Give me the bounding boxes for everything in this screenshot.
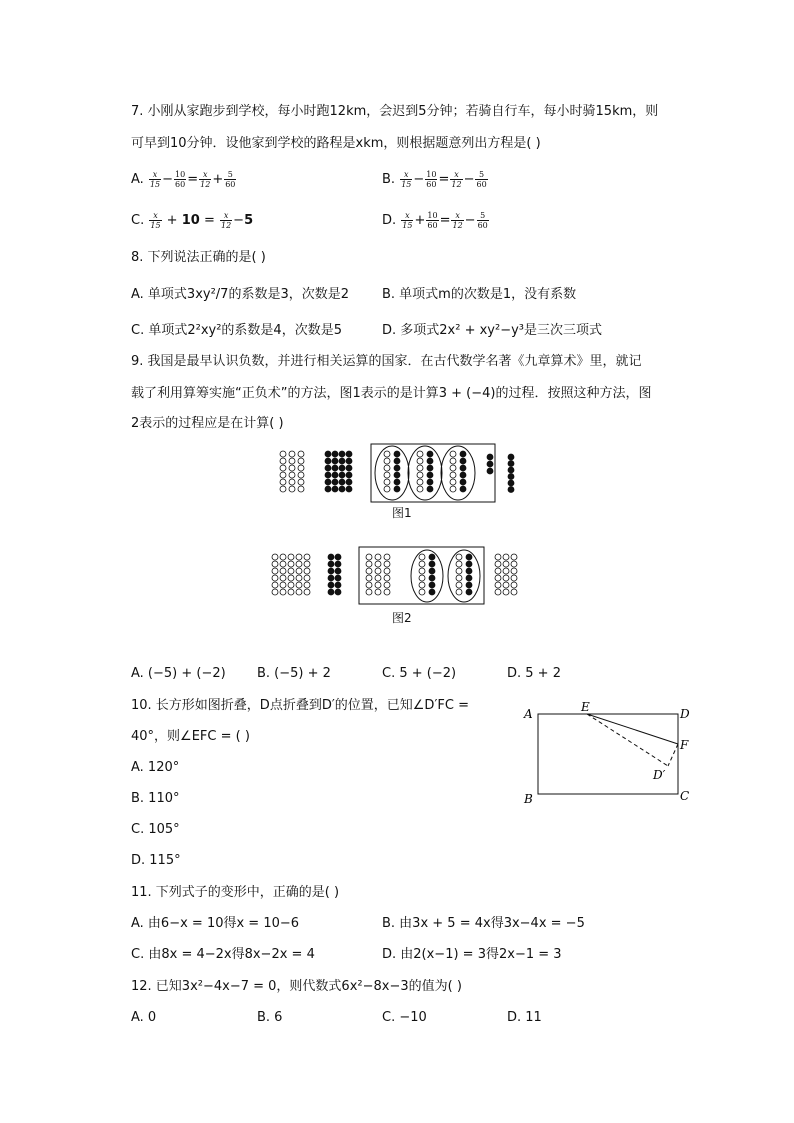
white-counter-dot — [280, 589, 286, 595]
white-counter-dot — [384, 589, 390, 595]
white-counter-dot — [272, 589, 278, 595]
black-counter-dot — [325, 465, 331, 471]
black-counter-dot — [328, 575, 334, 581]
white-counter-dot — [296, 561, 302, 567]
white-counter-dot — [298, 486, 304, 492]
white-counter-dot — [288, 561, 294, 567]
q11-option-c[interactable]: C. 由8x = 4−2x得8x−2x = 4 — [131, 947, 315, 962]
white-counter-dot — [417, 472, 423, 478]
q8-option-d[interactable]: D. 多项式2x² + xy²−y³是三次三项式 — [382, 323, 603, 338]
fig1-oval — [408, 446, 442, 500]
q11-option-a[interactable]: A. 由6−x = 10得x = 10−6 — [131, 916, 300, 931]
q9-figure-1 — [270, 440, 530, 510]
q12-option-d[interactable]: D. 11 — [507, 1010, 542, 1025]
q10-line1: 10. 长方形如图折叠，D点折叠到D′的位置，已知∠D′FC = — [131, 698, 469, 713]
white-counter-dot — [375, 554, 381, 560]
q10-option-a[interactable]: A. 120° — [131, 760, 180, 775]
white-counter-dot — [384, 582, 390, 588]
white-counter-dot — [419, 582, 425, 588]
q11-option-b[interactable]: B. 由3x + 5 = 4x得3x−4x = −5 — [382, 916, 585, 931]
q7-option-b[interactable]: B. $\frac{x}{15}$ − $\frac{10}{60}$ = $\frac{x}{12}$ − $\frac{5}{60}$ — [382, 170, 487, 189]
white-counter-dot — [417, 479, 423, 485]
white-counter-dot — [366, 568, 372, 574]
black-counter-dot — [394, 479, 400, 485]
white-counter-dot — [495, 582, 501, 588]
white-counter-dot — [280, 561, 286, 567]
black-counter-dot — [427, 465, 433, 471]
black-counter-dot — [394, 486, 400, 492]
black-counter-dot — [346, 451, 352, 457]
white-counter-dot — [288, 568, 294, 574]
black-counter-dot — [394, 472, 400, 478]
black-counter-dot — [460, 465, 466, 471]
white-counter-dot — [296, 582, 302, 588]
white-counter-dot — [456, 568, 462, 574]
black-counter-dot — [335, 589, 341, 595]
white-counter-dot — [280, 568, 286, 574]
white-counter-dot — [272, 575, 278, 581]
black-counter-dot — [346, 486, 352, 492]
q9-option-b[interactable]: B. (−5) + 2 — [257, 666, 331, 681]
white-counter-dot — [511, 561, 517, 567]
black-counter-dot — [325, 486, 331, 492]
black-counter-dot — [346, 465, 352, 471]
label-a: A — [524, 707, 533, 721]
q10-rectangle-figure — [520, 700, 700, 810]
white-counter-dot — [304, 568, 310, 574]
black-counter-dot — [427, 458, 433, 464]
q12-line1: 12. 已知3x²−4x−7 = 0，则代数式6x²−8x−3的值为( ) — [131, 979, 462, 994]
black-counter-dot — [328, 582, 334, 588]
black-counter-dot — [339, 465, 345, 471]
white-counter-dot — [298, 451, 304, 457]
white-counter-dot — [280, 465, 286, 471]
black-counter-dot — [332, 458, 338, 464]
white-counter-dot — [417, 451, 423, 457]
black-counter-dot — [346, 479, 352, 485]
black-counter-dot — [508, 467, 514, 473]
black-counter-dot — [339, 451, 345, 457]
white-counter-dot — [289, 451, 295, 457]
white-counter-dot — [280, 575, 286, 581]
white-counter-dot — [366, 582, 372, 588]
white-counter-dot — [503, 589, 509, 595]
white-counter-dot — [289, 479, 295, 485]
white-counter-dot — [384, 465, 390, 471]
white-counter-dot — [298, 465, 304, 471]
white-counter-dot — [289, 458, 295, 464]
white-counter-dot — [417, 465, 423, 471]
black-counter-dot — [339, 486, 345, 492]
q8-option-b[interactable]: B. 单项式m的次数是1，没有系数 — [382, 287, 577, 302]
q7-option-c[interactable]: C. $\frac{x}{15}$ + 10 = $\frac{x}{12}$ −5 — [131, 211, 254, 230]
white-counter-dot — [456, 561, 462, 567]
q8-option-a[interactable]: A. 单项式3xy²/7的系数是3，次数是2 — [131, 287, 349, 302]
white-counter-dot — [384, 554, 390, 560]
label-d-prime: D′ — [653, 768, 666, 782]
label-f: F — [680, 738, 689, 752]
white-counter-dot — [503, 554, 509, 560]
white-counter-dot — [375, 568, 381, 574]
white-counter-dot — [288, 575, 294, 581]
white-counter-dot — [511, 582, 517, 588]
white-counter-dot — [280, 479, 286, 485]
q7-option-a[interactable]: A. $\frac{x}{15}$ − $\frac{10}{60}$ = $\frac{x}{12}$ + $\frac{5}{60}$ — [131, 170, 236, 189]
white-counter-dot — [450, 479, 456, 485]
q8-option-c[interactable]: C. 单项式2²xy²的系数是4，次数是5 — [131, 323, 342, 338]
white-counter-dot — [375, 589, 381, 595]
white-counter-dot — [503, 561, 509, 567]
black-counter-dot — [339, 479, 345, 485]
black-counter-dot — [460, 458, 466, 464]
q7-line1: 7. 小刚从家跑步到学校，每小时跑12km，会迟到5分钟；若骑自行车，每小时骑15km，则 — [131, 104, 659, 119]
q9-option-c[interactable]: C. 5 + (−2) — [382, 666, 457, 681]
q12-option-b[interactable]: B. 6 — [257, 1010, 283, 1025]
black-counter-dot — [335, 575, 341, 581]
black-counter-dot — [328, 589, 334, 595]
white-counter-dot — [450, 465, 456, 471]
white-counter-dot — [289, 465, 295, 471]
white-counter-dot — [384, 458, 390, 464]
q12-option-a[interactable]: A. 0 — [131, 1010, 157, 1025]
black-counter-dot — [335, 582, 341, 588]
white-counter-dot — [419, 589, 425, 595]
white-counter-dot — [384, 472, 390, 478]
q7-option-d[interactable]: D. $\frac{x}{15}$ + $\frac{10}{60}$ = $\frac{x}{12}$ − $\frac{5}{60}$ — [382, 211, 488, 230]
q12-option-c[interactable]: C. −10 — [382, 1010, 427, 1025]
white-counter-dot — [296, 589, 302, 595]
black-counter-dot — [394, 465, 400, 471]
black-counter-dot — [487, 454, 493, 460]
black-counter-dot — [346, 472, 352, 478]
black-counter-dot — [335, 554, 341, 560]
black-counter-dot — [508, 474, 514, 480]
white-counter-dot — [296, 568, 302, 574]
white-counter-dot — [495, 568, 501, 574]
black-counter-dot — [332, 486, 338, 492]
fig2-oval — [448, 550, 480, 602]
white-counter-dot — [298, 479, 304, 485]
white-counter-dot — [450, 472, 456, 478]
q10-option-c[interactable]: C. 105° — [131, 822, 180, 837]
q10-option-d[interactable]: D. 115° — [131, 853, 181, 868]
white-counter-dot — [419, 561, 425, 567]
q11-option-d[interactable]: D. 由2(x−1) = 3得2x−1 = 3 — [382, 947, 562, 962]
black-counter-dot — [427, 479, 433, 485]
white-counter-dot — [384, 575, 390, 581]
white-counter-dot — [511, 575, 517, 581]
white-counter-dot — [384, 451, 390, 457]
black-counter-dot — [466, 575, 472, 581]
q9-option-a[interactable]: A. (−5) + (−2) — [131, 666, 226, 681]
white-counter-dot — [280, 472, 286, 478]
q7-line2: 可早到10分钟．设他家到学校的路程是xkm，则根据题意列出方程是( ) — [131, 136, 541, 151]
white-counter-dot — [511, 589, 517, 595]
white-counter-dot — [366, 554, 372, 560]
white-counter-dot — [296, 575, 302, 581]
white-counter-dot — [419, 554, 425, 560]
fig2-oval — [411, 550, 443, 602]
white-counter-dot — [456, 575, 462, 581]
white-counter-dot — [511, 554, 517, 560]
black-counter-dot — [328, 554, 334, 560]
black-counter-dot — [466, 568, 472, 574]
label-b: B — [524, 792, 533, 806]
black-counter-dot — [394, 458, 400, 464]
white-counter-dot — [384, 568, 390, 574]
white-counter-dot — [272, 554, 278, 560]
black-counter-dot — [332, 465, 338, 471]
black-counter-dot — [429, 589, 435, 595]
label-d: D — [680, 707, 690, 721]
white-counter-dot — [272, 561, 278, 567]
fold-line-ef — [587, 714, 678, 744]
white-counter-dot — [419, 575, 425, 581]
fig1-oval — [441, 446, 475, 500]
black-counter-dot — [335, 568, 341, 574]
figure-1-caption: 图1 — [392, 506, 412, 520]
white-counter-dot — [456, 589, 462, 595]
black-counter-dot — [427, 451, 433, 457]
fig1-oval — [375, 446, 409, 500]
label-c: C — [680, 789, 690, 803]
figure-2-caption: 图2 — [392, 611, 412, 625]
black-counter-dot — [325, 479, 331, 485]
black-counter-dot — [325, 472, 331, 478]
white-counter-dot — [495, 561, 501, 567]
black-counter-dot — [429, 575, 435, 581]
white-counter-dot — [511, 568, 517, 574]
black-counter-dot — [427, 486, 433, 492]
white-counter-dot — [384, 486, 390, 492]
white-counter-dot — [456, 554, 462, 560]
white-counter-dot — [503, 568, 509, 574]
q10-option-b[interactable]: B. 110° — [131, 791, 180, 806]
black-counter-dot — [332, 472, 338, 478]
white-counter-dot — [456, 582, 462, 588]
white-counter-dot — [298, 472, 304, 478]
white-counter-dot — [366, 575, 372, 581]
white-counter-dot — [288, 589, 294, 595]
q9-line1: 9. 我国是最早认识负数，并进行相关运算的国家．在古代数学名著《九章算术》里，就记 — [131, 354, 642, 369]
white-counter-dot — [304, 561, 310, 567]
white-counter-dot — [304, 589, 310, 595]
white-counter-dot — [366, 589, 372, 595]
white-counter-dot — [304, 582, 310, 588]
white-counter-dot — [272, 568, 278, 574]
white-counter-dot — [296, 554, 302, 560]
black-counter-dot — [460, 472, 466, 478]
black-counter-dot — [460, 486, 466, 492]
black-counter-dot — [328, 561, 334, 567]
black-counter-dot — [429, 561, 435, 567]
white-counter-dot — [304, 554, 310, 560]
black-counter-dot — [466, 582, 472, 588]
white-counter-dot — [384, 479, 390, 485]
q9-option-d[interactable]: D. 5 + 2 — [507, 666, 561, 681]
q9-line3: 2表示的过程应是在计算( ) — [131, 416, 284, 431]
white-counter-dot — [375, 582, 381, 588]
q10-line2: 40°，则∠EFC = ( ) — [131, 729, 250, 744]
white-counter-dot — [417, 486, 423, 492]
white-counter-dot — [417, 458, 423, 464]
white-counter-dot — [450, 486, 456, 492]
black-counter-dot — [508, 480, 514, 486]
white-counter-dot — [375, 561, 381, 567]
white-counter-dot — [304, 575, 310, 581]
dashed-line-ed — [587, 714, 668, 766]
black-counter-dot — [335, 561, 341, 567]
white-counter-dot — [450, 458, 456, 464]
black-counter-dot — [346, 458, 352, 464]
black-counter-dot — [487, 468, 493, 474]
black-counter-dot — [339, 458, 345, 464]
black-counter-dot — [466, 561, 472, 567]
black-counter-dot — [466, 589, 472, 595]
black-counter-dot — [332, 479, 338, 485]
white-counter-dot — [366, 561, 372, 567]
q9-figure-2 — [265, 545, 535, 610]
black-counter-dot — [508, 487, 514, 493]
black-counter-dot — [328, 568, 334, 574]
white-counter-dot — [280, 582, 286, 588]
white-counter-dot — [503, 582, 509, 588]
white-counter-dot — [289, 486, 295, 492]
q8-line1: 8. 下列说法正确的是( ) — [131, 250, 266, 265]
white-counter-dot — [495, 554, 501, 560]
white-counter-dot — [375, 575, 381, 581]
black-counter-dot — [429, 554, 435, 560]
black-counter-dot — [466, 554, 472, 560]
q11-line1: 11. 下列式子的变形中，正确的是( ) — [131, 885, 340, 900]
black-counter-dot — [508, 461, 514, 467]
white-counter-dot — [280, 486, 286, 492]
black-counter-dot — [332, 451, 338, 457]
black-counter-dot — [460, 479, 466, 485]
black-counter-dot — [460, 451, 466, 457]
white-counter-dot — [503, 575, 509, 581]
white-counter-dot — [288, 554, 294, 560]
white-counter-dot — [280, 554, 286, 560]
white-counter-dot — [495, 589, 501, 595]
black-counter-dot — [325, 458, 331, 464]
black-counter-dot — [508, 454, 514, 460]
white-counter-dot — [280, 451, 286, 457]
white-counter-dot — [384, 561, 390, 567]
white-counter-dot — [280, 458, 286, 464]
white-counter-dot — [288, 582, 294, 588]
black-counter-dot — [427, 472, 433, 478]
label-e: E — [581, 700, 590, 714]
black-counter-dot — [487, 461, 493, 467]
dashed-line-fd — [668, 744, 678, 766]
white-counter-dot — [272, 582, 278, 588]
white-counter-dot — [419, 568, 425, 574]
black-counter-dot — [394, 451, 400, 457]
rectangle-abcd — [538, 714, 678, 794]
black-counter-dot — [325, 451, 331, 457]
black-counter-dot — [429, 582, 435, 588]
black-counter-dot — [339, 472, 345, 478]
white-counter-dot — [495, 575, 501, 581]
white-counter-dot — [450, 451, 456, 457]
white-counter-dot — [289, 472, 295, 478]
white-counter-dot — [298, 458, 304, 464]
q9-line2: 载了利用算筹实施“正负术”的方法，图1表示的是计算3 + (−4)的过程．按照这种方法，图 — [131, 386, 652, 401]
black-counter-dot — [429, 568, 435, 574]
